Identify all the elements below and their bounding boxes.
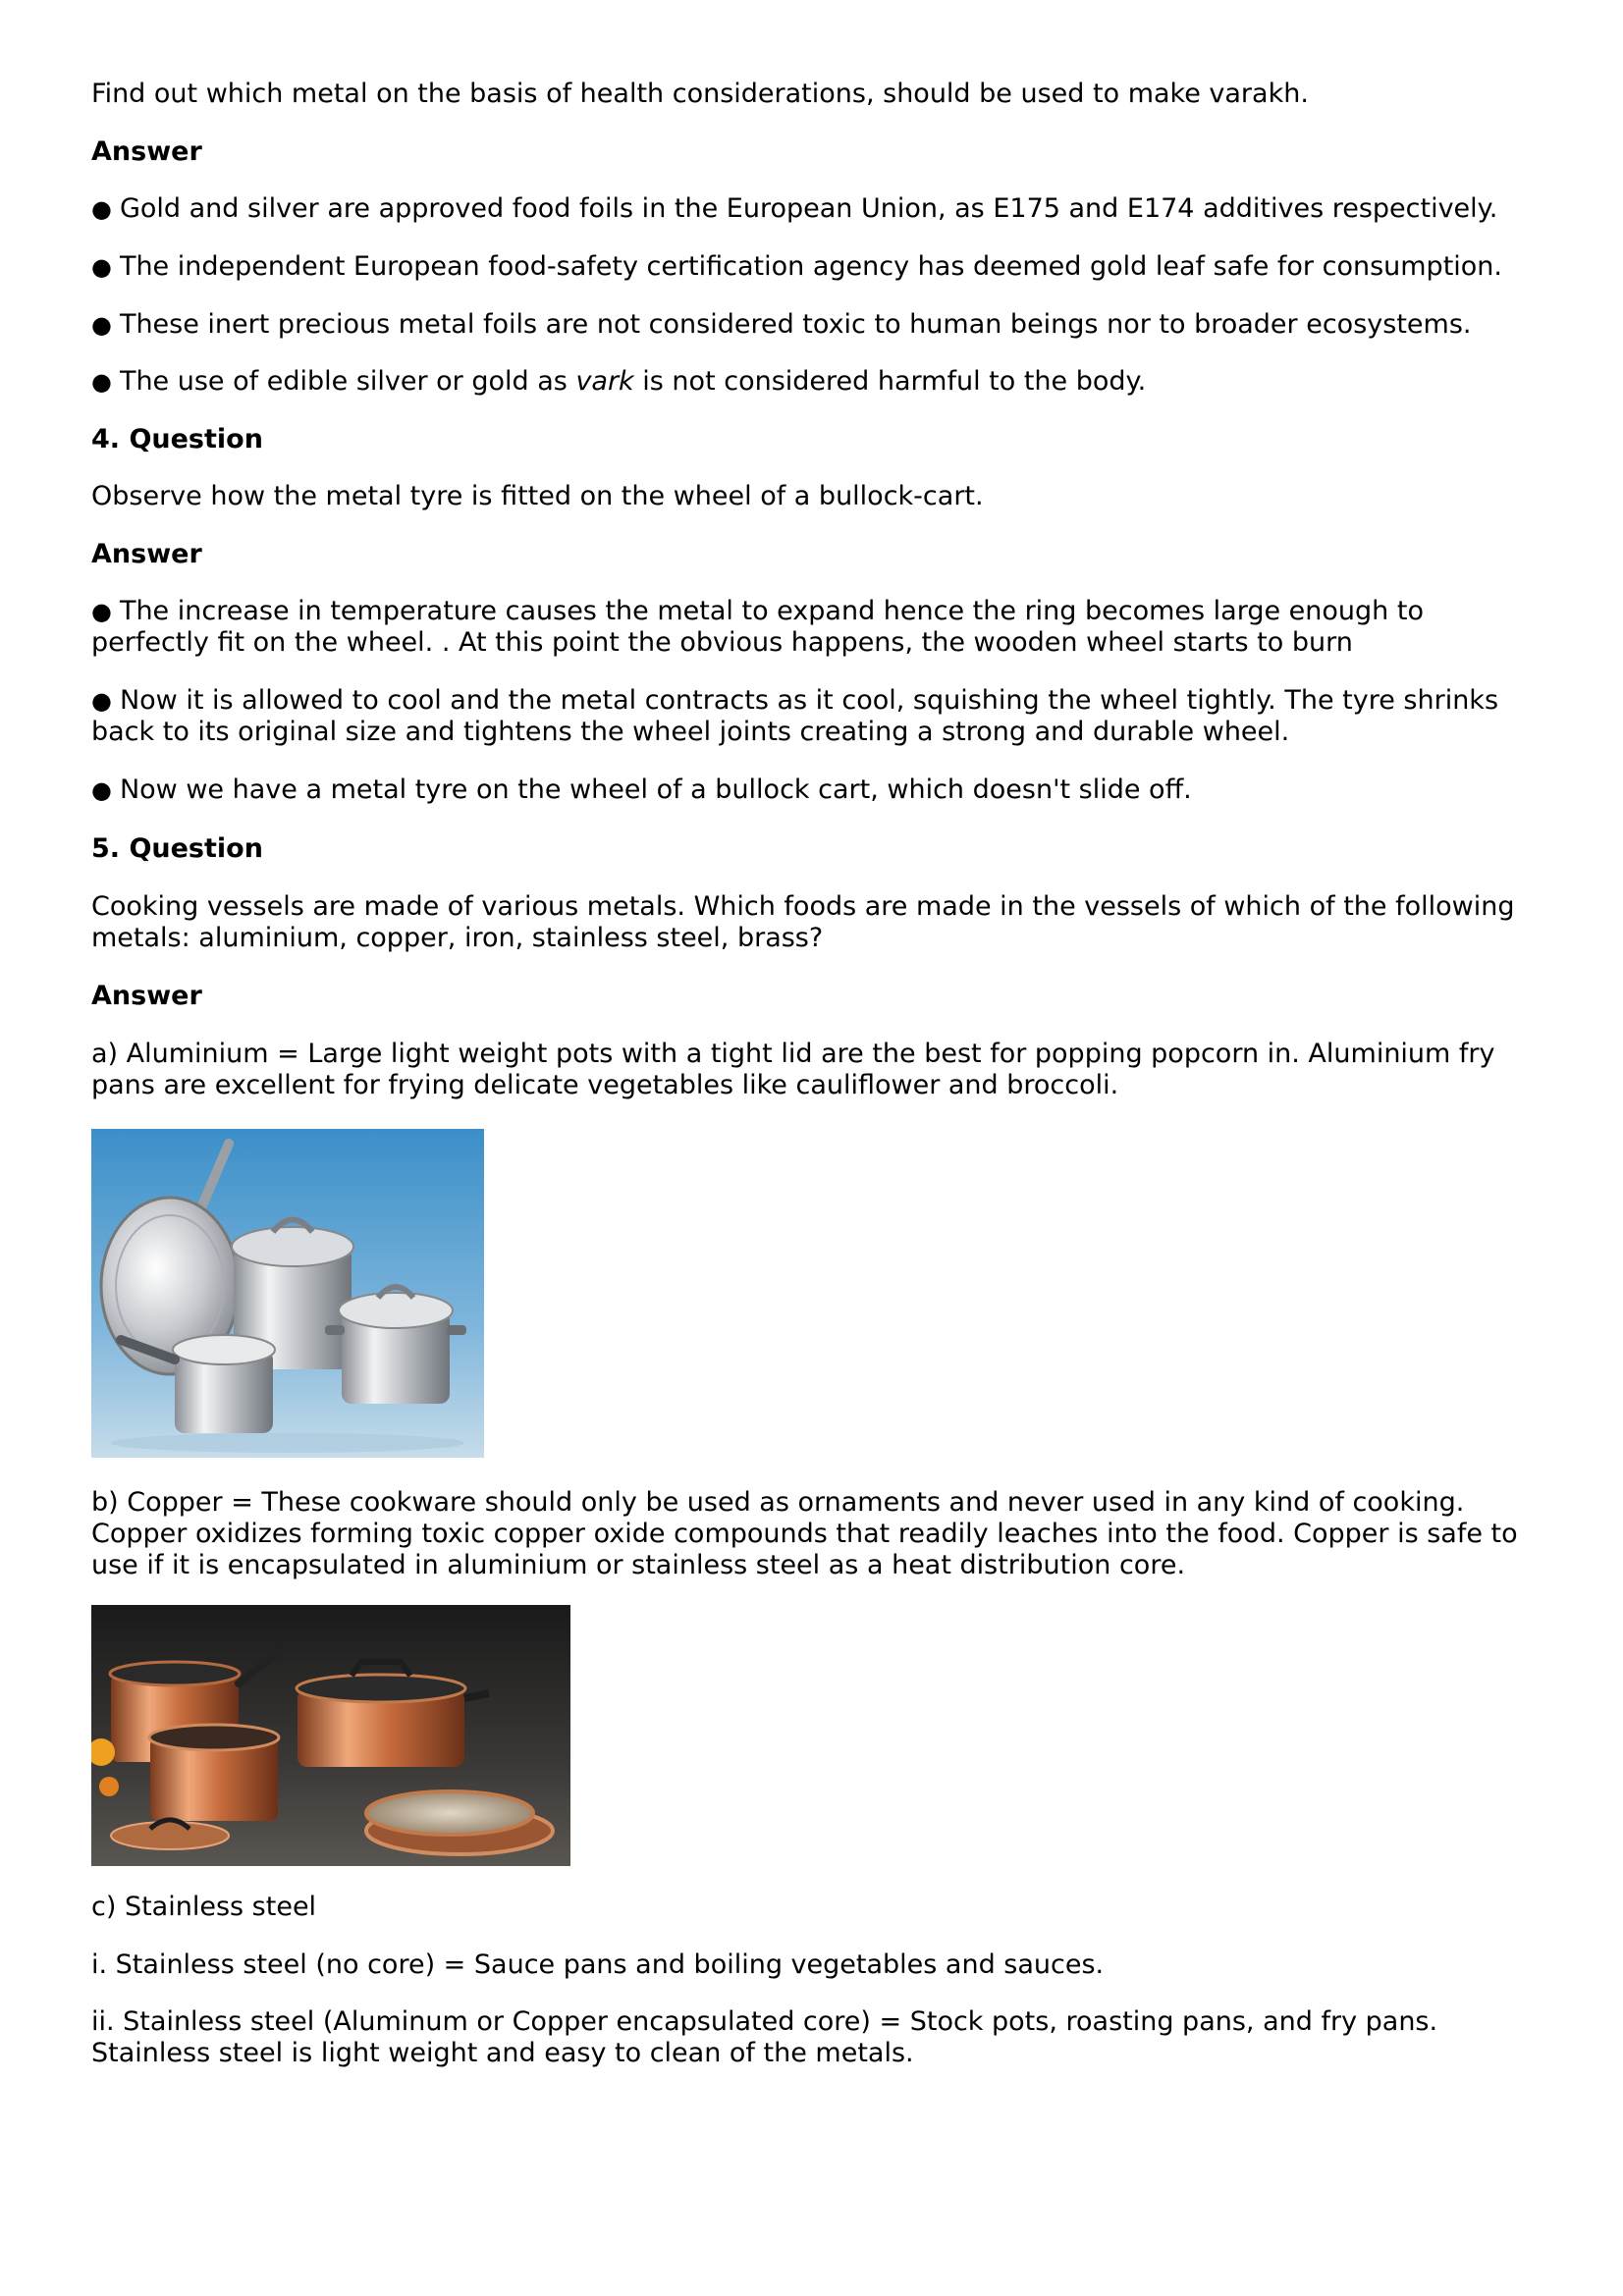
answer-heading-5: Answer (91, 981, 202, 1011)
answer5-stainless-i: i. Stainless steel (no core) = Sauce pans and boiling vegetables and sauces. (91, 1949, 1105, 1980)
bullet4-italic-term: vark (575, 366, 634, 397)
answer5-stainless-ii: ii. Stainless steel (Aluminum or Copper encapsulated core) = Stock pots, roasting pans, and fry pans. Stainless steel is light weight and easy to clean of the metals. (91, 2006, 1438, 2068)
answer-heading-4: Answer (91, 539, 202, 569)
answer4-bullet-2: ● Now it is allowed to cool and the metal contracts as it cool, squishing the wheel tightly. The tyre shrinks back to its original size and tightens the wheel joints creating a strong and durable wheel. (91, 685, 1535, 748)
answer5-copper: b) Copper = These cookware should only be used as ornaments and never used in any kind of cooking. Copper oxidizes forming toxic copper oxide compounds that readily leaches into the food. Copper is safe to use if it is encapsulated in aluminium or stainless steel as a heat distribution core. (91, 1487, 1518, 1580)
answer5-stainless-heading: c) Stainless steel (91, 1892, 317, 1922)
bullet4-text-post: is not considered harmful to the body. (633, 366, 1147, 397)
copper-cookware-photo (91, 1605, 570, 1866)
answer1-bullet-4 (91, 366, 1146, 398)
answer-heading-1: Answer (91, 136, 202, 167)
intro-question: Find out which metal on the basis of health considerations, should be used to make varakh. (91, 79, 1309, 109)
answer4-bullet-1: ● The increase in temperature causes the metal to expand hence the ring becomes large enough to perfectly fit on the wheel. . At this point the obvious happens, the wooden wheel starts to burn (91, 596, 1535, 659)
aluminium-cookware-photo (91, 1129, 484, 1458)
question-5-heading: 5. Question (91, 833, 263, 864)
answer5-aluminium: a) Aluminium = Large light weight pots with a tight lid are the best for popping popcorn in. Aluminium fry pans are excellent for frying delicate vegetables like cauliflower and broccoli. (91, 1039, 1495, 1100)
bullet4-text-pre: The use of edible silver or gold as (119, 366, 576, 397)
answer1-bullet-3: ● These inert precious metal foils are not considered toxic to human beings nor to broader ecosystems. (91, 309, 1471, 341)
question-5-text: Cooking vessels are made of various metals. Which foods are made in the vessels of which of the following metals: aluminium, copper, iron, stainless steel, brass? (91, 891, 1515, 953)
answer1-bullet-2: ● The independent European food-safety certification agency has deemed gold leaf safe for consumption. (91, 251, 1502, 283)
answer1-bullet-1: ● Gold and silver are approved food foils in the European Union, as E175 and E174 additives respectively. (91, 193, 1497, 225)
question-4-text: Observe how the metal tyre is fitted on the wheel of a bullock-cart. (91, 481, 984, 511)
answer4-bullet-3: ● Now we have a metal tyre on the wheel of a bullock cart, which doesn't slide off. (91, 774, 1192, 806)
question-4-heading: 4. Question (91, 424, 263, 454)
